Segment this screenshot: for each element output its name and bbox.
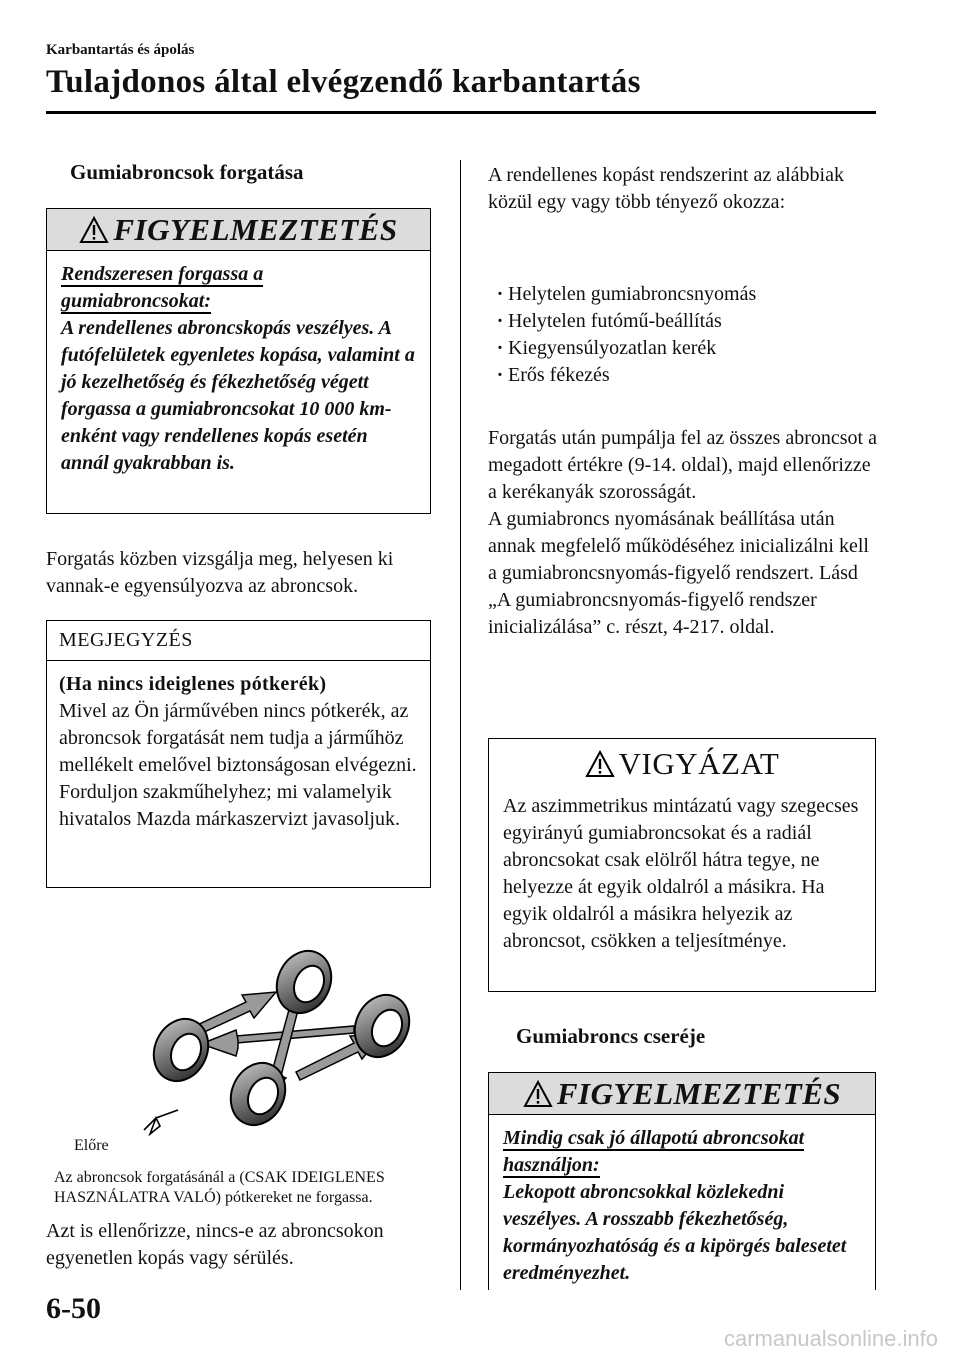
warning-text: Lekopott abroncsokkal közlekedni veszélyes. A rosszabb fékezhetőség, kormányozhatóság és a kipörgés balesetet eredményezhet.: [503, 1181, 847, 1284]
note-header: MEGJEGYZÉS: [47, 621, 430, 661]
warning-triangle-icon: [79, 216, 109, 244]
warning-triangle-icon: [585, 750, 615, 778]
warning-triangle-icon: [523, 1080, 553, 1108]
warning-box-rotation: [46, 208, 431, 514]
warning-body: [489, 1115, 875, 1297]
inspection-paragraph: Azt is ellenőrizze, nincs-e az abroncsokon egyenetlen kopás vagy sérülés.: [46, 1220, 384, 1269]
figure-caption: Az abroncsok forgatásánál a (CSAK IDEIGLENES HASZNÁLATRA VALÓ) pótkereket ne forgassa.: [54, 1169, 385, 1206]
subheading-rotation: Gumiabroncsok forgatása: [70, 160, 304, 184]
warning-title: FIGYELMEZTETÉS: [113, 211, 398, 247]
note-bold: (Ha nincs ideiglenes pótkerék): [59, 673, 327, 695]
warning-title: FIGYELMEZTETÉS: [556, 1075, 842, 1111]
list-item: · Helytelen futómű-beállítás: [492, 308, 868, 335]
watermark: carmanualsonline.info: [723, 1326, 938, 1351]
note-box: [46, 620, 431, 888]
list-item: · Kiegyensúlyozatlan kerék: [492, 335, 868, 362]
forward-label: Előre: [74, 1137, 109, 1154]
warning-body: [47, 251, 430, 487]
note-body: [47, 661, 430, 843]
pressure-paragraph: Forgatás után pumpálja fel az összes abroncsot a megadott értékre (9-14. oldal), majd ellenőrizze a kerékanyák szorosságát. A gumiabroncs nyomásának beállítása után annak megfelelő működéséhez inicializálni kell a gumiabroncsnyomás-figyelő rendszert. Lásd „A gumiabroncsnyomás-figyelő rendszer inicializálása” c. részt, 4-217. oldal.: [488, 427, 877, 638]
forward-pointing-hand-icon: [144, 1110, 178, 1134]
caution-box: [488, 738, 876, 992]
note-text: Mivel az Ön járművében nincs pótkerék, az abroncsok forgatását nem tudja a járműhöz mellékelt emelővel biztonságosan elvégezni. Forduljon szakműhelyhez; mi valamelyik hivatalos Mazda márkaszervizt javasoljuk.: [59, 700, 417, 830]
column-divider: [460, 160, 461, 1290]
tyre-front-right: [267, 942, 341, 1022]
list-item: · Helytelen gumiabroncsnyomás: [492, 281, 868, 308]
wear-intro: A rendellenes kopást rendszerint az alábbiak közül egy vagy több tényező okozza:: [488, 164, 844, 213]
warning-underlined: Mindig csak jó állapotú abroncsokat használjon:: [503, 1127, 805, 1176]
wear-causes-list: [488, 281, 868, 389]
list-item: · Erős fékezés: [492, 362, 868, 389]
warning-underlined: Rendszeresen forgassa a gumiabroncsokat:: [61, 263, 264, 312]
balance-paragraph: Forgatás közben vizsgálja meg, helyesen ki vannak-e egyensúlyozva az abroncsok.: [46, 548, 394, 597]
warning-text: A rendellenes abroncskopás veszélyes. A futófelületek egyenletes kopása, valamint a jó kezelhetőség és fékezhetőség végett forgassa a gumiabroncsokat 10 000 km-enként vagy rendellenes kopás esetén annál gyakrabban is.: [61, 317, 415, 474]
warning-header: [489, 1073, 875, 1115]
section-label: Karbantartás és ápolás: [46, 42, 195, 58]
subheading-replacement: Gumiabroncs cseréje: [516, 1024, 706, 1048]
rotation-diagram: [86, 940, 426, 1155]
caution-title: VIGYÁZAT: [618, 746, 780, 781]
caution-text: Az aszimmetrikus mintázatú vagy szegecses egyirányú gumiabroncsokat és a radiál abroncsokat csak elölről hátra tegye, ne helyezze át egyik oldalról a másikra. Ha egyik oldalról a másikra helyezik az abroncsot, csökken a teljesítménye.: [503, 795, 859, 952]
tyre-rear-right: [345, 986, 419, 1066]
caution-header: [489, 739, 875, 789]
title-divider: [46, 111, 876, 114]
warning-header: [47, 209, 430, 251]
page-title: Tulajdonos által elvégzendő karbantartás: [46, 64, 641, 100]
page-number: 6-50: [46, 1292, 101, 1325]
warning-box-replacement: [488, 1072, 876, 1290]
